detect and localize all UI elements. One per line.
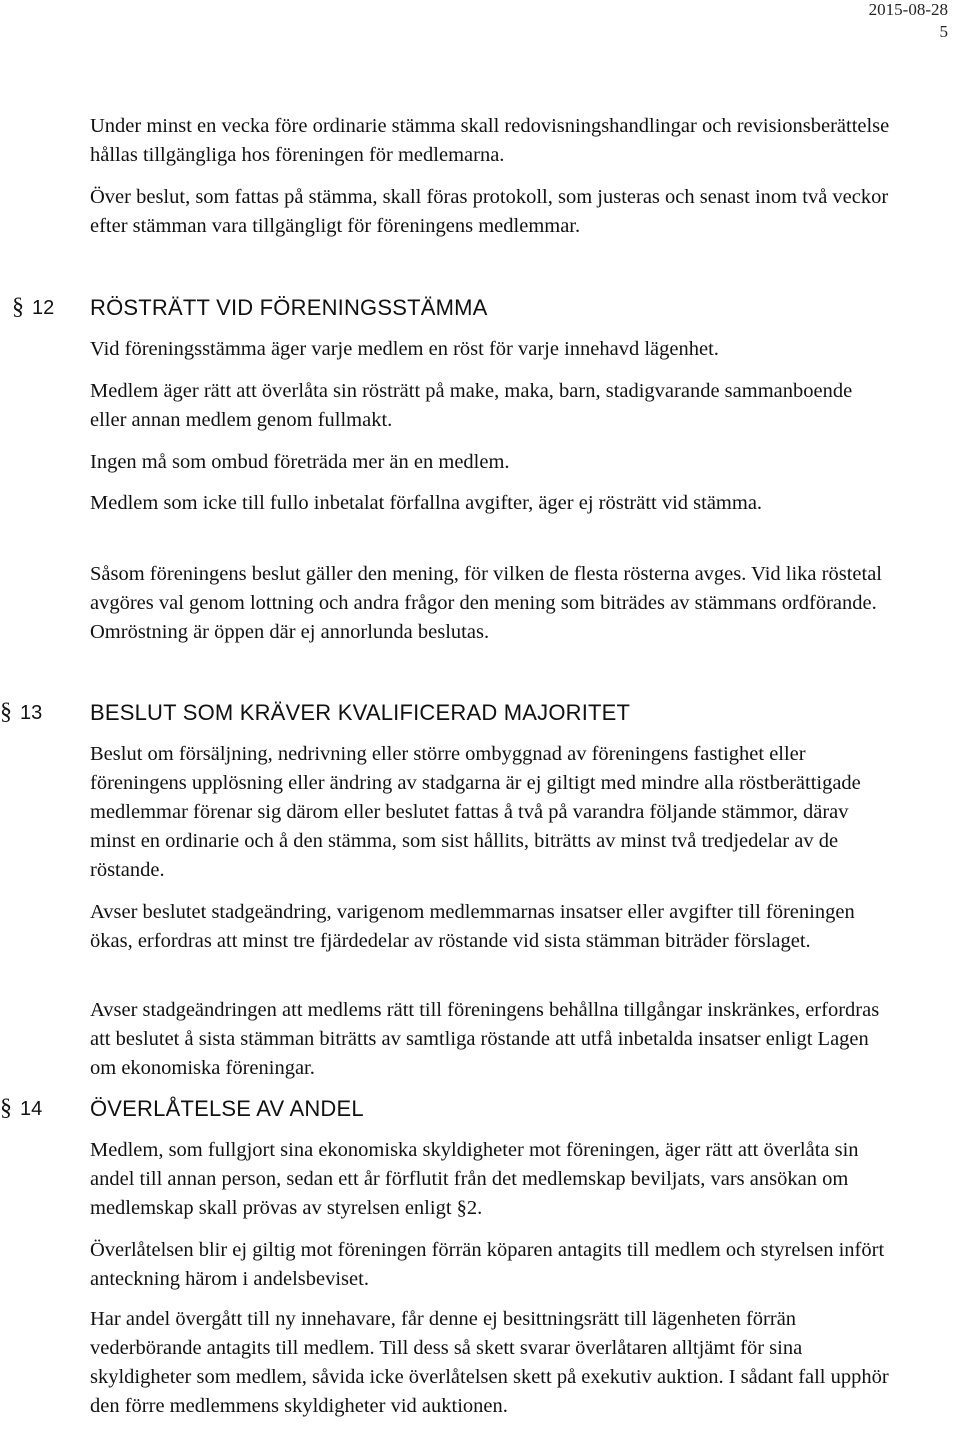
section-13-paragraph-3: Avser stadgeändringen att medlems rätt till föreningens behållna tillgångar inskränkes, erfordras att beslutet å sista stämman biträtts av samtliga röstande att utfå inbetalda insatser enligt Lagen om ekonomiska föreningar. bbox=[90, 999, 880, 1079]
section-13-paragraph-1: Beslut om försäljning, nedrivning eller större ombyggnad av föreningens fastighet eller föreningens upplösning eller ändring av stadgarna är ej giltigt med mindre alla röstberättigade medlemmar förenar sig därom eller beslutet fattas å två på varandra följande stämmor, därav minst en ordinarie och å den stämma, som sist hållits, biträtts av minst två tredjedelar av de röstande. bbox=[90, 743, 861, 881]
section-13-number bbox=[0, 699, 42, 726]
section-12-paragraph-1: Vid föreningsstämma äger varje medlem en röst för varje innehavd lägenhet. bbox=[90, 338, 719, 360]
section-number: 13 bbox=[20, 702, 43, 724]
section-sign: § bbox=[0, 699, 12, 725]
section-13-paragraph-2: Avser beslutet stadgeändring, varigenom medlemmarnas insatser eller avgifter till föreningen ökas, erfordras att minst tre fjärdedelar av röstande vid sista stämman biträder förslaget. bbox=[90, 901, 855, 952]
section-13-title: BESLUT SOM KRÄVER KVALIFICERAD MAJORITET bbox=[90, 700, 631, 725]
section-number: 14 bbox=[20, 1098, 43, 1120]
section-12-paragraph-5: Såsom föreningens beslut gäller den mening, för vilken de flesta rösterna avges. Vid lika röstetal avgöres val genom lottning och andra frågor den mening som biträdes av stämmans ordförande. Omröstning är öppen där ej annorlunda beslutas. bbox=[90, 563, 882, 643]
section-12-number bbox=[12, 294, 54, 321]
section-14-title: ÖVERLÅTELSE AV ANDEL bbox=[90, 1096, 364, 1121]
section-number: 12 bbox=[32, 297, 55, 319]
section-14-number bbox=[0, 1095, 42, 1122]
section-12-paragraph-2: Medlem äger rätt att överlåta sin rösträtt på make, maka, barn, stadigvarande sammanboende eller annan medlem genom fullmakt. bbox=[90, 380, 853, 431]
section-sign: § bbox=[0, 1095, 12, 1121]
page-number: 5 bbox=[939, 22, 948, 41]
section-14-paragraph-1: Medlem, som fullgjort sina ekonomiska skyldigheter mot föreningen, äger rätt att överlåta sin andel till annan person, sedan ett år förflutit från det medlemskap beviljats, vars ansökan om medlemskap skall prövas av styrelsen enligt §2. bbox=[90, 1139, 859, 1219]
header-date: 2015-08-28 bbox=[868, 0, 948, 19]
section-sign: § bbox=[12, 294, 24, 320]
section-12-title: RÖSTRÄTT VID FÖRENINGSSTÄMMA bbox=[90, 295, 488, 320]
intro-paragraph-2: Över beslut, som fattas på stämma, skall föras protokoll, som justeras och senast inom två veckor efter stämman vara tillgängligt för föreningens medlemmar. bbox=[90, 186, 889, 237]
section-12-paragraph-4: Medlem som icke till fullo inbetalat förfallna avgifter, äger ej rösträtt vid stämma. bbox=[90, 492, 763, 514]
section-14-paragraph-2: Överlåtelsen blir ej giltig mot föreningen förrän köparen antagits till medlem och styrelsen infört anteckning härom i andelsbeviset. bbox=[90, 1239, 885, 1290]
section-12-paragraph-3: Ingen må som ombud företräda mer än en medlem. bbox=[90, 451, 510, 473]
section-14-paragraph-3: Har andel övergått till ny innehavare, får denne ej besittningsrätt till lägenheten förrän vederbörande antagits till medlem. Till dess så skett svarar överlåtaren alltjämt för sina skyldigheter som medlem, såvida icke överlåtelsen skett på exekutiv auktion. I sådant fall upphör den förre medlemmens skyldigheter vid auktionen. bbox=[90, 1308, 889, 1417]
intro-paragraph-1: Under minst en vecka före ordinarie stämma skall redovisningshandlingar och revisionsberättelse hållas tillgängliga hos föreningen för medlemarna. bbox=[90, 115, 890, 166]
